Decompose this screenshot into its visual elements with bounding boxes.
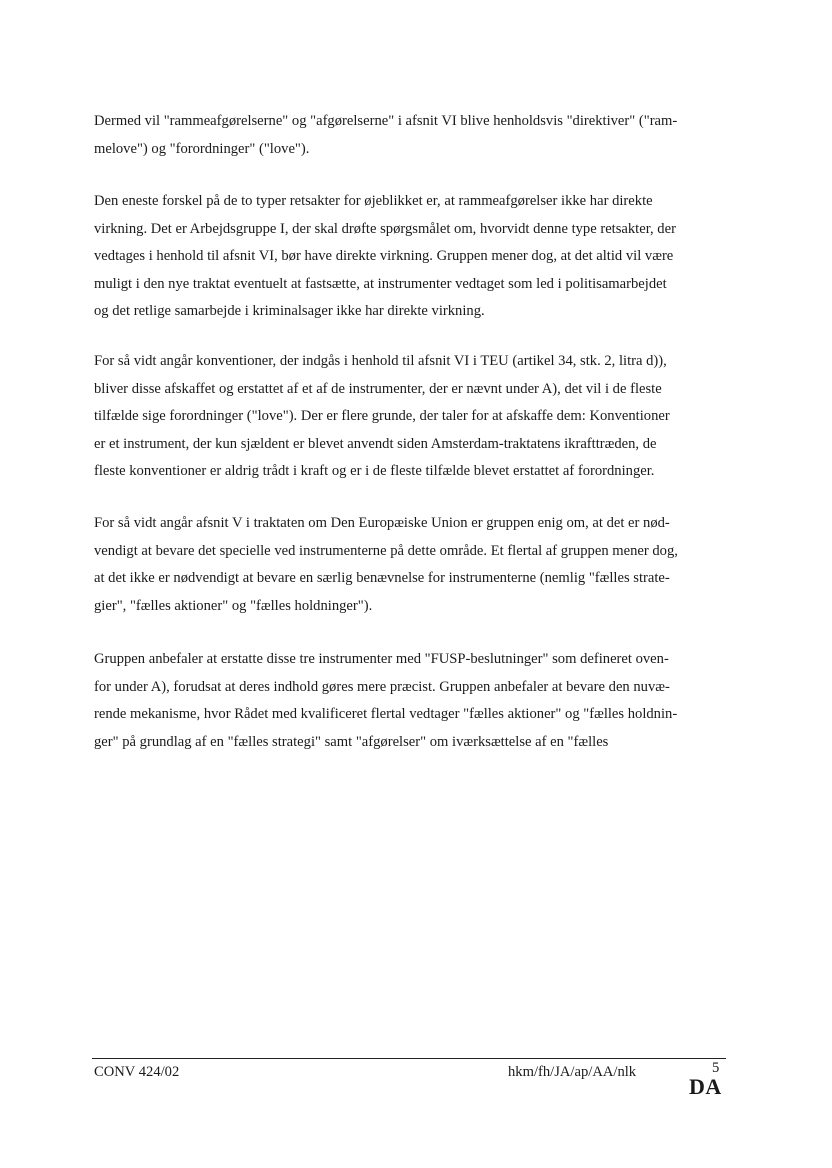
text-line: for under A), forudsat at deres indhold gøres mere præcist. Gruppen anbefaler at bevare den nuvæ- [94, 678, 670, 695]
footer-divider [92, 1058, 726, 1059]
text-line: tilfælde sige forordninger ("love"). Der er flere grunde, der taler for at afskaffe dem: Konventioner [94, 408, 670, 425]
text-line: rende mekanisme, hvor Rådet med kvalificeret flertal vedtager "fælles aktioner" og "fælles holdnin- [94, 706, 678, 723]
text-line: gier", "fælles aktioner" og "fælles holdninger"). [94, 597, 373, 614]
text-line: fleste konventioner er aldrig trådt i kraft og er i de fleste tilfælde blevet erstattet af forordninger. [94, 463, 655, 480]
text-line: er et instrument, der kun sjældent er blevet anvendt siden Amsterdam-traktatens ikrafttræden, de [94, 435, 657, 452]
text-line: vedtages i henhold til afsnit VI, bør have direkte virkning. Gruppen mener dog, at det altid vil være [94, 248, 674, 265]
paragraph-5 [94, 646, 724, 756]
paragraph-1 [94, 108, 724, 163]
text-line: vendigt at bevare det specielle ved instrumenterne på dette område. Et flertal af gruppen mener dog, [94, 542, 678, 559]
text-line: muligt i den nye traktat eventuelt at fastsætte, at instrumenter vedtaget som led i politisamarbejdet [94, 275, 667, 292]
paragraph-2 [94, 188, 724, 326]
footer-language-code: DA [689, 1074, 722, 1099]
text-line: virkning. Det er Arbejdsgruppe I, der skal drøfte spørgsmålet om, hvorvidt denne type retsakter, der [94, 220, 676, 237]
text-line: at det ikke er nødvendigt at bevare en særlig benævnelse for instrumenterne (nemlig "fælles strate- [94, 570, 670, 587]
text-line: bliver disse afskaffet og erstattet af et af de instrumenter, der er nævnt under A), det vil i de fleste [94, 380, 662, 397]
text-line: melove") og "forordninger" ("love"). [94, 140, 310, 157]
paragraph-4 [94, 510, 724, 620]
text-line: Gruppen anbefaler at erstatte disse tre instrumenter med "FUSP-beslutninger" som defineret oven- [94, 651, 669, 667]
text-line: ger" på grundlag af en "fælles strategi" samt "afgørelser" om iværksættelse af en "fælles [94, 733, 609, 750]
paragraph-3 [94, 348, 724, 486]
text-line: Den eneste forskel på de to typer retsakter for øjeblikket er, at rammeafgørelser ikke har direkte [94, 193, 653, 209]
text-line: For så vidt angår afsnit V i traktaten om Den Europæiske Union er gruppen enig om, at det er nød- [94, 515, 670, 531]
footer-page-number: 5 [712, 1060, 720, 1076]
text-line: Dermed vil "rammeafgørelserne" og "afgørelserne" i afsnit VI blive henholdsvis "direktiver" ("ram- [94, 113, 678, 129]
text-line: For så vidt angår konventioner, der indgås i henhold til afsnit VI i TEU (artikel 34, stk. 2, litra d)), [94, 353, 667, 369]
footer-doc-ref: CONV 424/02 [94, 1064, 180, 1080]
text-line: og det retlige samarbejde i kriminalsager ikke har direkte virkning. [94, 303, 485, 320]
footer-initials: hkm/fh/JA/ap/AA/nlk [508, 1064, 637, 1080]
